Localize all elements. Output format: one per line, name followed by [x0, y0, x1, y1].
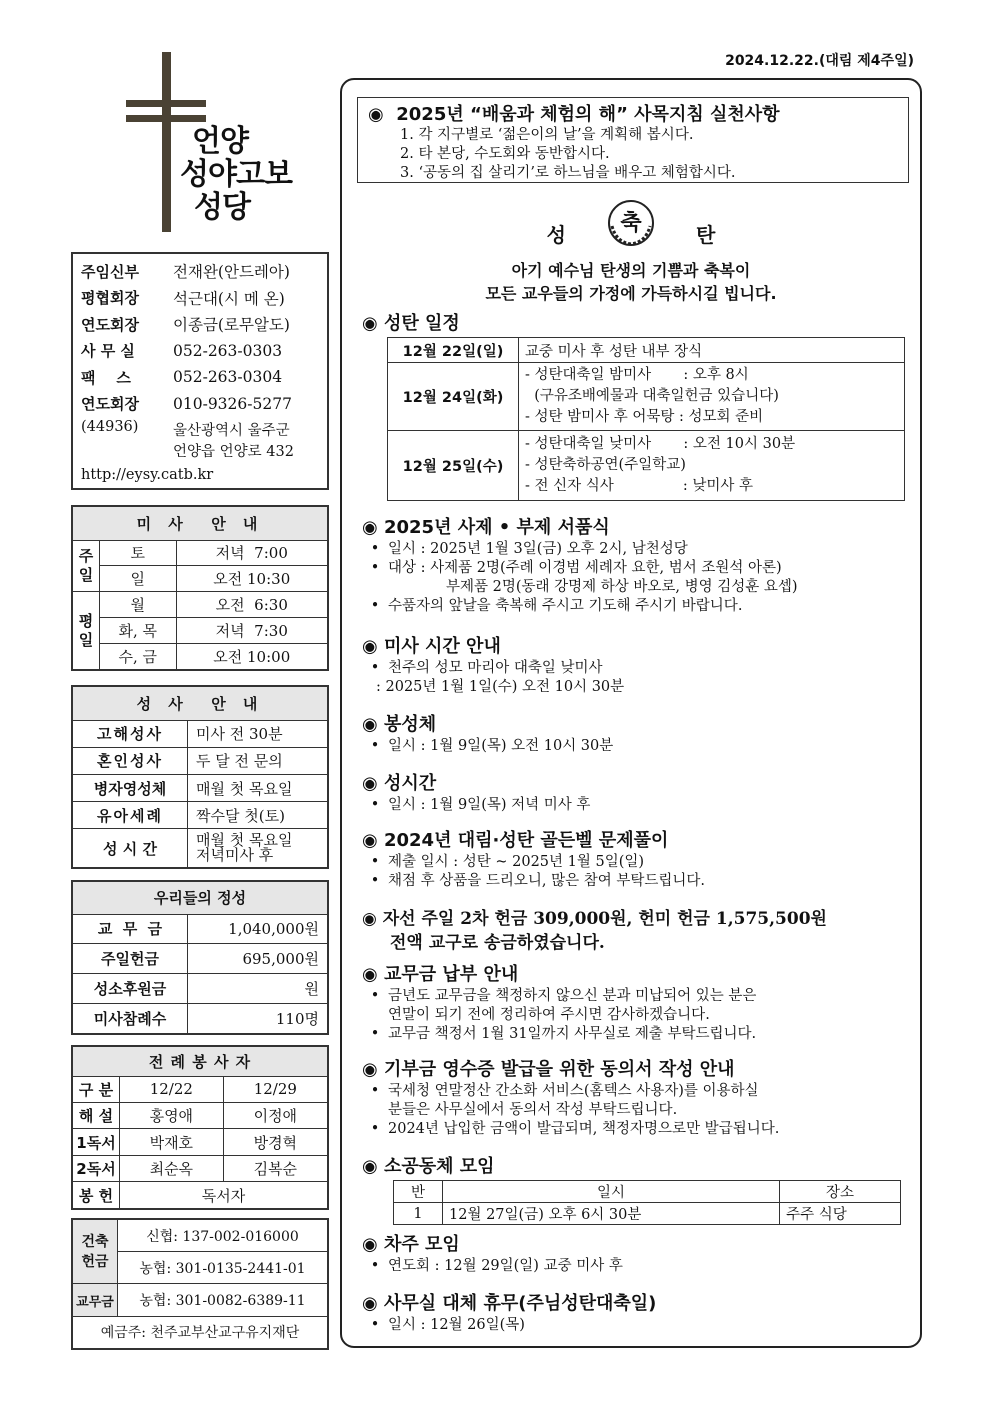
small-community-table: 반 일시 장소 1 12월 27일(금) 오후 6시 30분 주주 식당 [393, 1180, 901, 1225]
charity-offering-notice: ◉ 자선 주일 2차 헌금 309,000원, 헌미 헌금 1,575,500원 전액 교구로 송금하였습니다. [362, 909, 827, 953]
bank-account-table: 건축 헌금 신협: 137-002-016000 농협: 301-0135-2441-01 교무금 농협: 301-0082-6389-11 예금주: 천주교부산교구유지재단 [71, 1218, 329, 1350]
liturgy-servers-table: 전 례 봉 사 자 구 분 12/22 12/29 해 설 홍영애 이정애 1독서 박재호 방경혁 2독서 최순옥 김복순 봉 헌 독서자 [71, 1045, 329, 1210]
pastoral-guideline-box: ◉ 2025년 “배움과 체험의 해” 사목지침 실천사항 1. 각 지구별로 ‘젊은이의 날’을 계획해 봅시다. 2. 타 본당, 수도회와 동반합시다. 3. ‘공동의 집 살리기’로 하느님을 배우고 체험합시다. [357, 97, 909, 183]
mass-time-section: ◉ 미사 시간 안내 • 천주의 성모 마리아 대축일 낮미사 : 2025년 1월 1일(수) 오전 10시 30분 [362, 635, 912, 697]
home-communion-section: ◉ 봉성체 • 일시 : 1월 9일(목) 오전 10시 30분 [362, 713, 912, 756]
christmas-schedule-section: ◉ 성탄 일정 [362, 313, 460, 334]
sacrament-table: 성 사 안 내 고해성사 미사 전 30분 혼인성사 두 달 전 문의 병자영성체 매월 첫 목요일 유아세례 짝수달 첫(토) 성 시 간 매월 첫 목요일 저녁미사 후 [71, 685, 329, 869]
parish-info-box: 주임신부 전재완(안드레아) 평협회장 석근대(시 메 온) 연도회장 이종금(로무알도) 사 무 실 052-263-0303 팩 스 052-263-0304 연도회장 010-9326-5277 (44936) 울산광역시 울주군 언양읍 언양로 432 http://eysy.catb.kr [71, 252, 329, 490]
holy-hour-section: ◉ 성시간 • 일시 : 1월 9일(목) 저녁 미사 후 [362, 772, 912, 815]
cross-bar-icon [126, 115, 206, 122]
weekday-label: 평 일 [72, 592, 100, 670]
christmas-schedule-table: 12월 22일(일) 교중 미사 후 성탄 내부 장식 12월 24일(화) - 성탄대축일 밤미사 : 오후 8시 (구유조배예물과 대축일헌금 있습니다) - 성탄 밤미사 후 어묵탕 : 성모회 준비 12월 25일(수) - 성탄대축일 낮미사 : 오전 10시 30분 - 성탄축하공연(주일학교) - 전 신자 식사 : 낮미사 후 [387, 337, 905, 501]
small-community-section: ◉ 소공동체 모임 [362, 1156, 495, 1177]
sunday-label: 주 일 [72, 540, 100, 592]
parish-logo-text: 언양 성야고보 성당 [180, 124, 292, 225]
offering-table: 우리들의 정성 교 무 금 1,040,000원 주일헌금 695,000원 성소후원금 원 미사참례수 110명 [71, 880, 329, 1035]
wreath-seal-icon: 축 [604, 196, 658, 250]
ordination-section: ◉ 2025년 사제 • 부제 서품식 • 일시 : 2025년 1월 3일(금) 오후 2시, 남천성당 • 대상 : 사제품 2명(주례 이경범 세례자 요한, 범서 조원석 아론) 부제품 2명(동래 강명제 하상 바오로, 병영 김성훈 요셉) • 수품자의 앞날을 축복해 주시고 기도해 주시기 바랍니다. [362, 516, 912, 616]
website-link[interactable]: http://eysy.catb.kr [81, 467, 214, 483]
dues-payment-section: ◉ 교무금 납부 안내 • 금년도 교무금을 책정하지 않으신 분과 미납되어 있는 분은 연말이 되기 전에 정리하여 주시면 감사하겠습니다. • 교무금 책정서 1월 31일까지 사무실로 제출 부탁드립니다. [362, 963, 912, 1044]
donation-receipt-section: ◉ 기부금 영수증 발급을 위한 동의서 작성 안내 • 국세청 연말정산 간소화 서비스(홈텍스 사용자)를 이용하실 분들은 사무실에서 동의서 작성 부탁드립니다. • 2024년 납입한 금액이 발급되며, 책정자명으로만 발급됩니다. [362, 1058, 912, 1139]
bulletin-date: 2024.12.22.(대림 제4주일) [725, 53, 914, 69]
mass-schedule-table: 미 사 안 내 주 일 토 저녁 7:00 일 오전 10:30 평 일 월 오전 6:30 화, 목 저녁 7:30 수, 금 오전 10:00 [71, 505, 329, 671]
office-closure-section: ◉ 사무실 대체 휴무(주님성탄대축일) • 일시 : 12월 26일(목) [362, 1292, 912, 1335]
golden-bell-quiz-section: ◉ 2024년 대림·성탄 골든벨 문제풀이 • 제출 일시 : 성탄 ~ 2025년 1월 5일(일) • 채점 후 상품을 드리오니, 많은 참여 부탁드립니다. [362, 829, 912, 891]
next-week-meeting-section: ◉ 차주 모임 • 연도회 : 12월 29일(일) 교중 미사 후 [362, 1233, 912, 1276]
christmas-greeting: 성 축 탄 아기 예수님 탄생의 기쁨과 축복이 모든 교우들의 가정에 가득하시길 빕니다. [340, 192, 922, 304]
cross-bar-icon [126, 100, 206, 107]
cross-icon [162, 52, 171, 232]
